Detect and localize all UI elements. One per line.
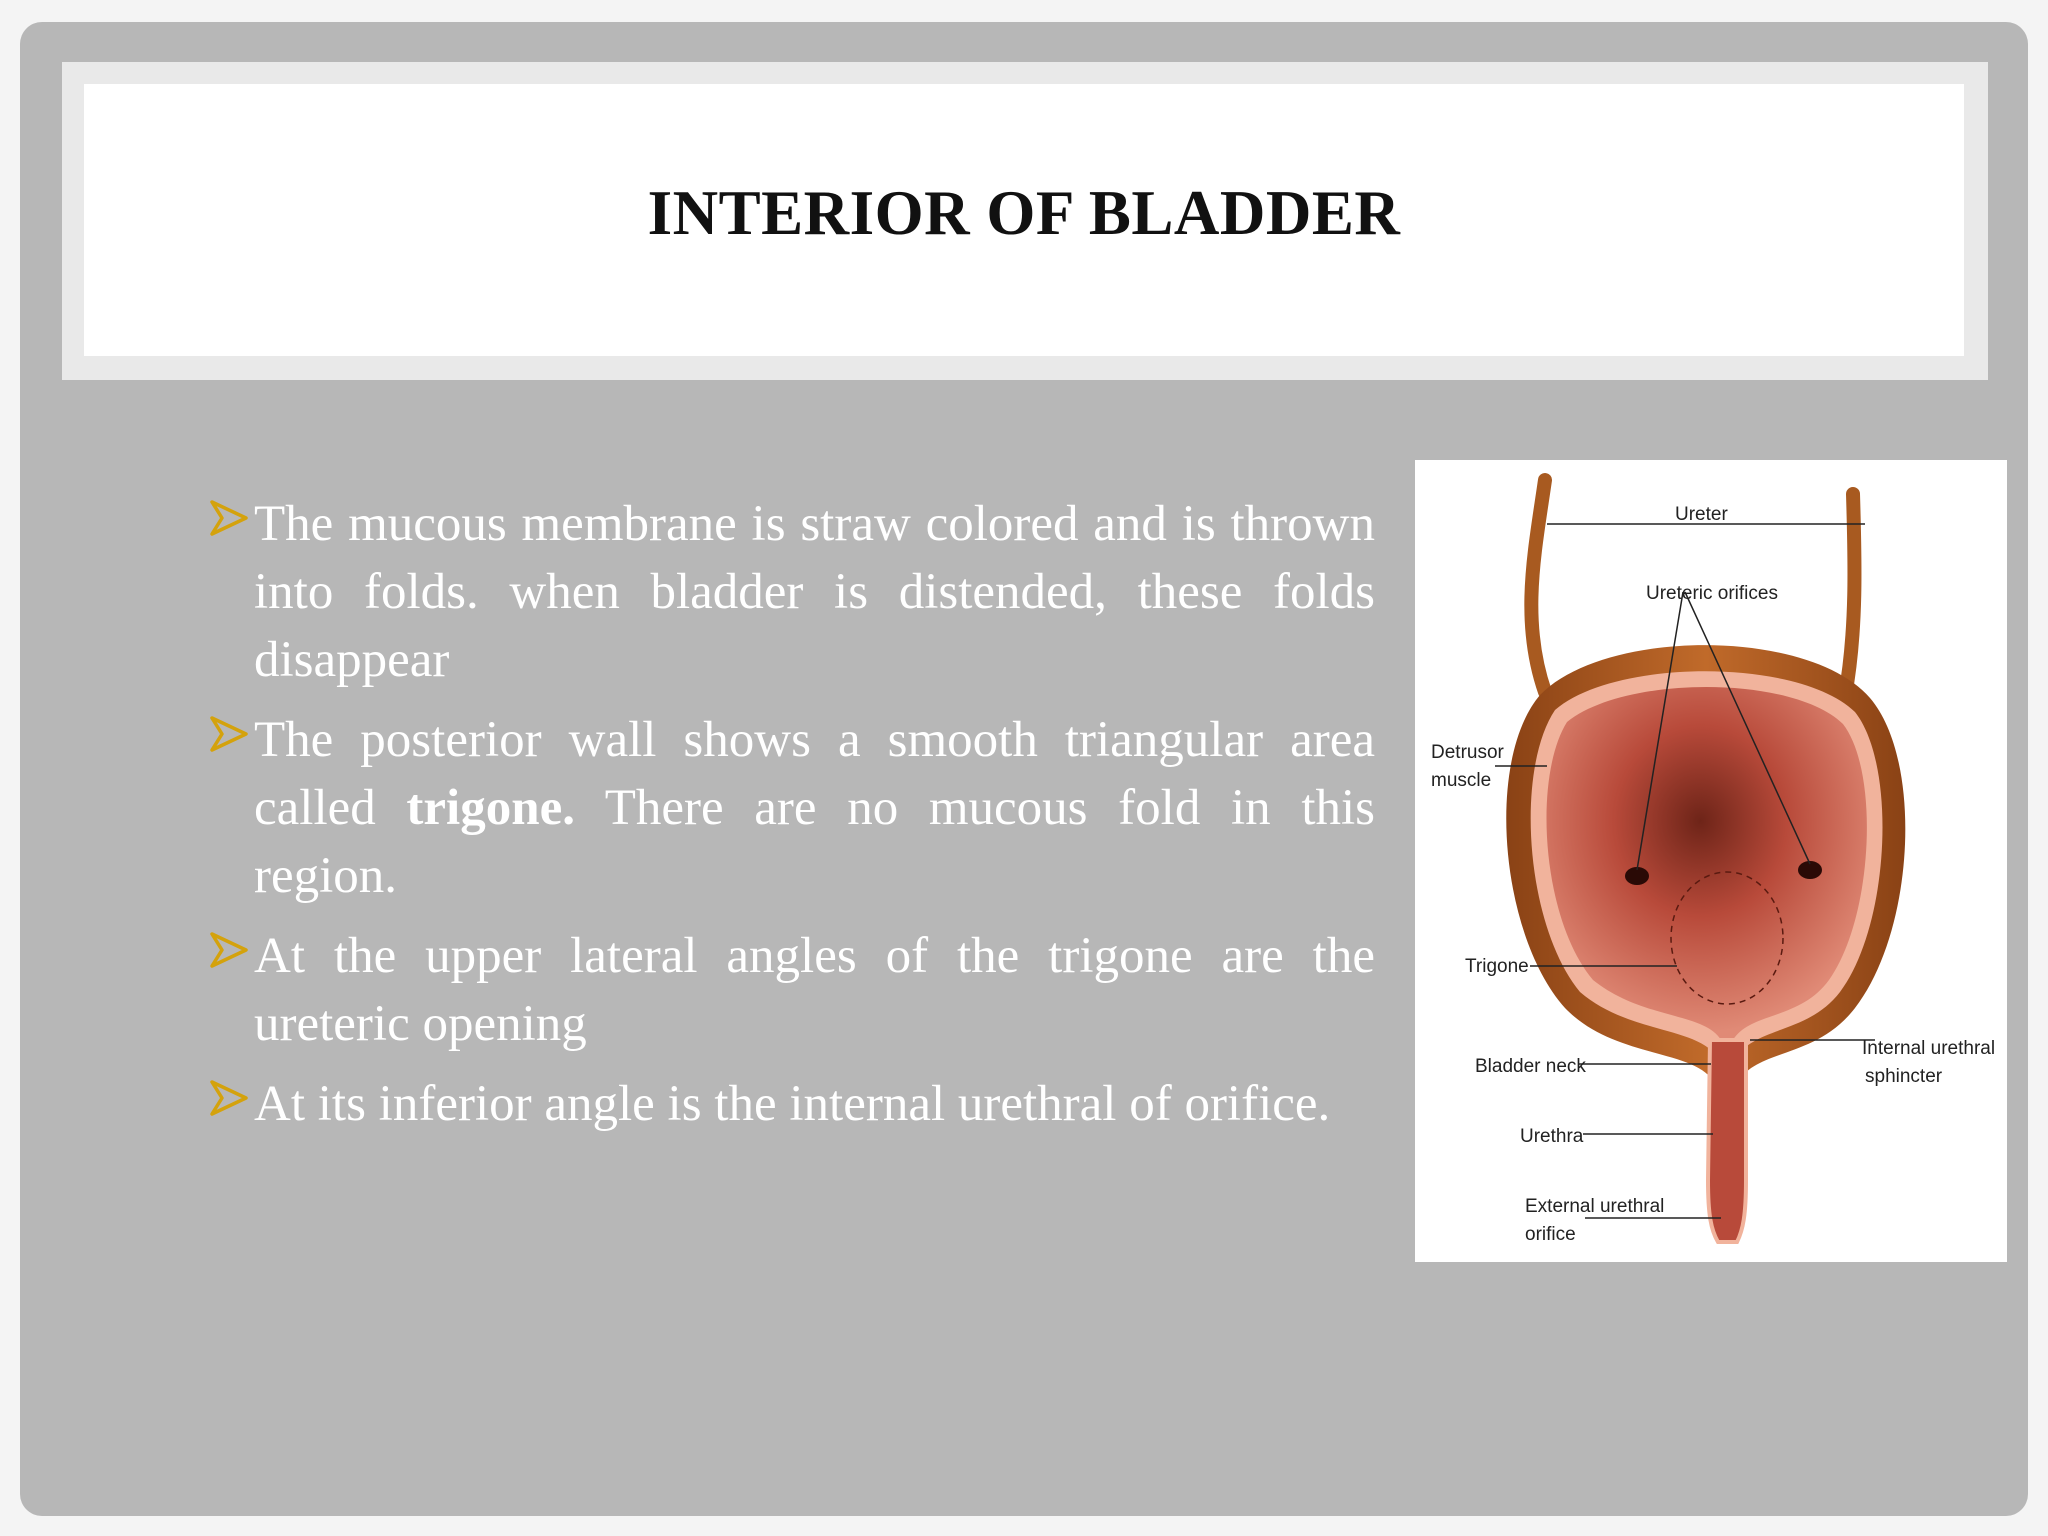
bullet-text: There are no mucous fold in this region. <box>254 780 1376 904</box>
bullet-list <box>210 490 1375 1150</box>
arrow-bullet-icon <box>210 715 248 753</box>
label-internal-urethral: Internal urethral <box>1862 1038 1996 1059</box>
bladder-diagram <box>1415 460 2007 1262</box>
label-urethra: Urethra <box>1520 1126 1584 1147</box>
arrow-bullet-icon <box>210 1079 248 1117</box>
label-bladder-neck: Bladder neck <box>1475 1056 1586 1077</box>
label-detrusor: Detrusor <box>1431 742 1504 763</box>
label-external-urethral: External urethral <box>1525 1196 1665 1217</box>
left-ureter <box>1531 480 1545 692</box>
label-ureteric-orifices: Ureteric orifices <box>1646 583 1778 604</box>
bullet-text: At the upper lateral angles of the trigone are the ureteric opening <box>254 928 1375 1052</box>
label-muscle: muscle <box>1431 770 1492 791</box>
label-ureter: Ureter <box>1675 504 1728 525</box>
bullet-text: The posterior wall shows a smooth triangular area called <box>254 712 1375 836</box>
bullet-item-1 <box>210 490 1375 694</box>
bullet-bold-term: trigone. <box>406 780 575 836</box>
bullet-text: The mucous membrane is straw colored and is thrown into folds. when bladder is distended, these folds disappear <box>254 496 1375 688</box>
bullet-item-4 <box>210 1070 1375 1138</box>
label-sphincter: sphincter <box>1865 1066 1943 1087</box>
label-orifice: orifice <box>1525 1224 1576 1245</box>
bullet-item-2 <box>210 706 1375 910</box>
bullet-item-3 <box>210 922 1375 1058</box>
slide <box>20 22 2028 1516</box>
bladder-illustration <box>1415 460 2007 1262</box>
arrow-bullet-icon <box>210 499 248 537</box>
urethra-tube <box>1708 1040 1746 1242</box>
bullet-text: At its inferior angle is the internal urethral of orifice. <box>254 1076 1331 1132</box>
arrow-bullet-icon <box>210 931 248 969</box>
label-trigone: Trigone <box>1465 956 1529 977</box>
slide-title: INTERIOR OF BLADDER <box>647 178 1401 248</box>
